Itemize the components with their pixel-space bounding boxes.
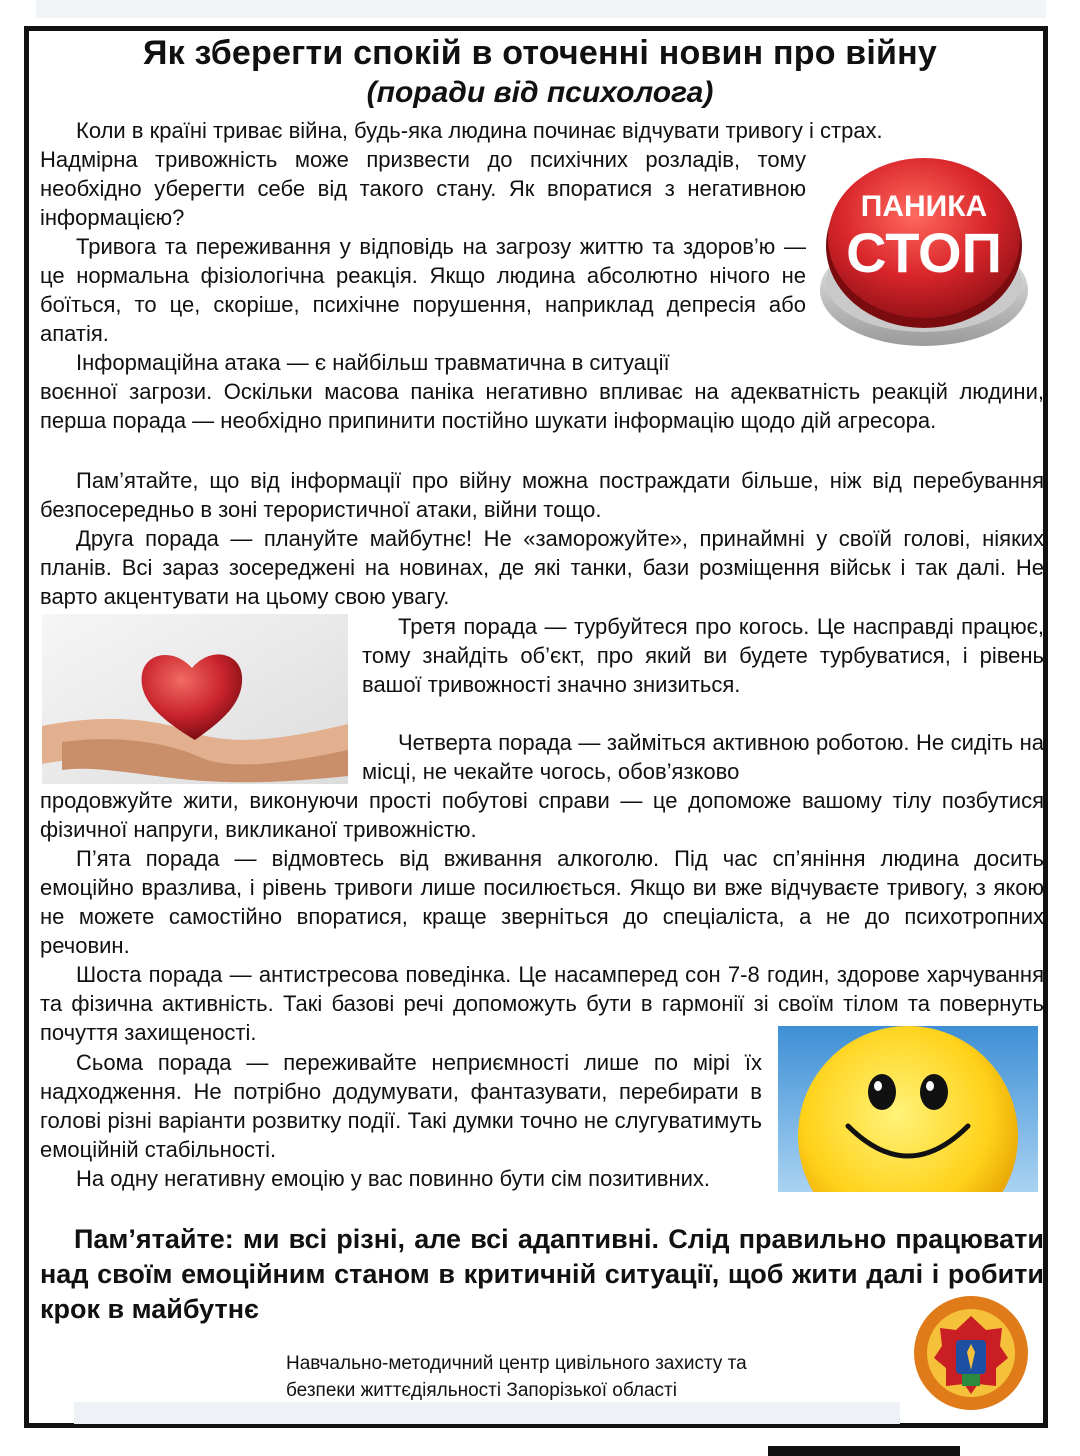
paragraph-advice-6: Шоста порада — антистресова поведінка. Це насамперед сон 7-8 годин, здорове харчування та фізична активність. Такі базові речі допоможуть бути в гармонії зі своїм тілом та повернуть почуття захищеності. xyxy=(40,962,1044,1045)
paragraph-seven-positive: На одну негативну емоцію у вас повинно бути сім позитивних. xyxy=(76,1166,711,1191)
paragraph-info-attack-cont: воєнної загрози. Оскільки масова паніка негативно впливає на адекватність реакцій людини, перша порада — необхідно припинити постійно шукати інформацію щодо дій агресора. xyxy=(40,379,1044,433)
paragraph-intro: Коли в країні триває війна, будь-яка людина починає відчувати тривогу і страх. xyxy=(76,118,883,143)
paragraph-advice-4-cont: продовжуйте жити, виконуючи прості побутові справи — це допоможе вашому тілу позбутися фізичної напруги, викликаної тривожністю. xyxy=(40,788,1044,842)
paragraph-advice-2: Друга порада — плануйте майбутнє! Не «заморожуйте», принаймні у своїй голові, ніяких планів. Всі зараз зосереджені на новинах, де які танки, бази розміщення військ і так далі. Не варто акцентувати на цьому свою увагу. xyxy=(40,526,1044,609)
paragraph-anxiety-normal: Тривога та переживання у відповідь на загрозу життю та здоров’ю — це нормальна фізіологічна реакція. Якщо людина абсолютно нічого не боїться, то це, скоріше, психічне порушення, наприклад депресія або апатія. xyxy=(40,234,806,346)
paragraph-remember: Пам’ятайте, що від інформації про війну можна постраждати більше, ніж від перебування безпосередньо в зоні терористичної атаки, війни тощо. xyxy=(40,468,1044,522)
footer-line-1: Навчально-методичний центр цивільного захисту та xyxy=(286,1353,747,1374)
stop-label: СТОП xyxy=(846,221,1002,284)
smiley-face-image xyxy=(778,1026,1038,1192)
heart-in-hands-image xyxy=(42,614,348,784)
paragraph-advice-5: П’ята порада — відмовтесь від вживання алкоголю. Під час сп’яніння людина досить емоційно вразлива, і рівень тривоги лише посилюється. Якщо ви вже відчуваєте тривогу, з якою не можете самостійно впоратися, краще зверніться до спеціаліста, а не до психотропних речовин. xyxy=(40,846,1044,958)
paragraph-advice-3: Третя порада — турбуйтеся про когось. Це насправді працює, тому знайдіть об’єкт, про який ви будете турбуватися, і рівень вашої тривожності значно знизиться. xyxy=(362,614,1044,697)
footer-line-2: безпеки життєдіяльності Запорізької області xyxy=(286,1380,677,1401)
page-subtitle: (поради від психолога) xyxy=(366,76,714,109)
paragraph-intro-cont: Надмірна тривожність може призвести до психічних розладів, тому необхідно уберегти себе від такого стану. Як впоратися з негативною інформацією? xyxy=(40,147,806,230)
final-note: Пам’ятайте: ми всі різні, але всі адаптивні. Слід правильно працювати над своїм емоційним станом в критичній ситуації, щоб жити далі і робити крок в майбутнє xyxy=(40,1224,1044,1324)
bottom-bar xyxy=(768,1446,960,1456)
footer-organization xyxy=(286,1350,747,1404)
top-strip xyxy=(36,0,1046,18)
paragraph-info-attack: Інформаційна атака — є найбільш травматична в ситуації xyxy=(76,350,670,375)
footer-background xyxy=(74,1402,900,1424)
panic-label: ПАНИКА xyxy=(860,190,988,223)
page-title: Як зберегти спокій в оточенні новин про війну xyxy=(142,34,938,72)
paragraph-advice-7: Сьома порада — переживайте неприємності лише по мірі їх надходження. Не потрібно додумувати, фантазувати, перебирати в голові різні варіанти розвитку події. Такі думки точно не слугуватимуть емоційній стабільності. xyxy=(40,1050,762,1162)
panic-stop-button-image xyxy=(818,150,1030,350)
paragraph-advice-4: Четверта порада — займіться активною роботою. Не сидіть на місці, не чекайте чогось, обов’язково xyxy=(362,730,1044,784)
civil-defense-emblem xyxy=(912,1290,1030,1416)
